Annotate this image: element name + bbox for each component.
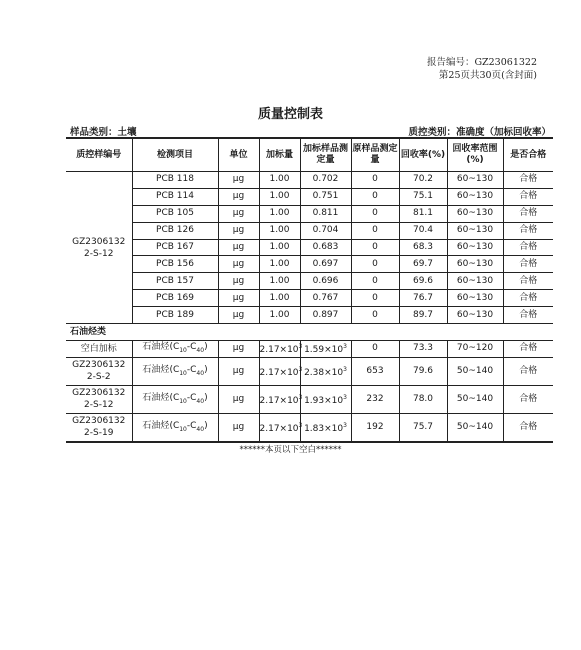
sample-id-line: GZ2306132 (72, 416, 126, 427)
sample-id-cell (66, 413, 132, 442)
blank-below-note: ******本页以下空白****** (239, 445, 342, 455)
table-row (66, 273, 553, 290)
table-body (66, 172, 553, 442)
carbon-low: 10 (179, 346, 187, 354)
original-result-cell: 0 (351, 205, 399, 222)
table-row (66, 222, 553, 239)
spike-amount-cell (259, 357, 303, 385)
spiked-exponent: 3 (343, 393, 347, 401)
qc-type: 质控类别：准确度（加标回收率） (408, 127, 551, 138)
spiked-mantissa: 1.83×10 (304, 423, 344, 434)
table-row (66, 385, 553, 413)
carbon-high: 40 (196, 369, 205, 377)
spike-amount-cell: 1.00 (259, 188, 300, 205)
spike-mantissa: 2.17×10 (259, 423, 299, 434)
spiked-exponent: 3 (343, 365, 347, 373)
spike-amount-cell (259, 413, 303, 442)
table-row (66, 205, 553, 222)
spike-amount-cell: 1.00 (259, 222, 300, 239)
original-result-cell: 0 (351, 256, 399, 273)
unit-cell: μg (218, 239, 259, 256)
spike-amount-cell: 1.00 (259, 172, 300, 189)
recovery-cell: 69.6 (399, 273, 447, 290)
original-result-cell: 0 (351, 290, 399, 307)
recovery-range-cell: 50~140 (447, 357, 503, 385)
pass-cell: 合格 (503, 273, 553, 290)
table-row (66, 239, 553, 256)
spiked-result-cell (300, 385, 351, 413)
original-result-cell: 0 (351, 172, 399, 189)
spike-amount-cell: 1.00 (259, 239, 300, 256)
sample-id-cell (66, 341, 132, 358)
unit-cell: μg (218, 341, 259, 358)
section-row (66, 324, 553, 341)
sample-id-line: 2-S-19 (84, 428, 114, 439)
table-row (66, 357, 553, 385)
unit-cell: μg (218, 385, 259, 413)
column-header: 原样品测定量 (351, 138, 399, 172)
column-header: 质控样编号 (66, 138, 132, 172)
report-header (427, 56, 537, 82)
unit-cell: μg (218, 273, 259, 290)
sample-id-cell (66, 172, 132, 324)
recovery-range-cell: 60~130 (447, 290, 503, 307)
sample-id-line: GZ2306132 (72, 360, 126, 371)
unit-cell: μg (218, 188, 259, 205)
carbon-low: 10 (179, 369, 187, 377)
column-header: 加标样品测定量 (300, 138, 351, 172)
original-result-cell: 0 (351, 239, 399, 256)
pass-cell: 合格 (503, 256, 553, 273)
recovery-cell: 73.3 (399, 341, 447, 358)
column-header: 检测项目 (132, 138, 218, 172)
spiked-result-cell: 0.897 (300, 307, 351, 324)
spike-exponent: 3 (298, 343, 303, 351)
sample-id-line: 空白加标 (80, 343, 117, 354)
recovery-range-cell: 60~130 (447, 239, 503, 256)
spiked-exponent: 3 (343, 421, 347, 429)
pass-cell: 合格 (503, 290, 553, 307)
original-result-cell: 0 (351, 273, 399, 290)
column-header: 加标量 (259, 138, 300, 172)
sample-id-cell (66, 357, 132, 385)
original-result-cell: 0 (351, 341, 399, 358)
spiked-mantissa: 1.59×10 (304, 345, 344, 356)
item-name: 石油烃 (142, 342, 170, 353)
sample-type: 样品类别：土壤 (70, 127, 137, 138)
table-row (66, 256, 553, 273)
column-header: 回收率(%) (399, 138, 447, 172)
unit-cell: μg (218, 256, 259, 273)
recovery-range-cell: 70~120 (447, 341, 503, 358)
spike-exponent: 3 (298, 393, 303, 401)
spike-mantissa: 2.17×10 (259, 395, 299, 406)
report-number: 报告编号：GZ23061322 (426, 57, 537, 68)
spike-amount-cell (259, 341, 303, 358)
recovery-range-cell: 50~140 (447, 385, 503, 413)
sample-id-line: GZ2306132 (72, 388, 126, 399)
unit-cell: μg (218, 205, 259, 222)
spiked-result-cell: 0.751 (300, 188, 351, 205)
recovery-cell: 76.7 (399, 290, 447, 307)
page-title: 质量控制表 (257, 107, 323, 122)
spiked-result-cell: 0.767 (300, 290, 351, 307)
spiked-mantissa: 1.93×10 (304, 395, 344, 406)
pass-cell: 合格 (503, 222, 553, 239)
spiked-result-cell (300, 413, 351, 442)
recovery-cell: 78.0 (399, 385, 447, 413)
recovery-cell: 89.7 (399, 307, 447, 324)
recovery-range-cell: 60~130 (447, 222, 503, 239)
recovery-range-cell: 60~130 (447, 273, 503, 290)
spike-amount-cell (259, 385, 303, 413)
original-result-cell: 0 (351, 307, 399, 324)
unit-cell: μg (218, 357, 259, 385)
original-result-cell: 232 (351, 385, 399, 413)
pass-cell: 合格 (503, 385, 553, 413)
test-item-cell: PCB 156 (132, 256, 218, 273)
item-name: 石油烃 (142, 364, 170, 375)
sample-id-line: GZ2306132 (72, 236, 126, 247)
spike-exponent: 3 (298, 421, 303, 429)
recovery-cell: 75.1 (399, 188, 447, 205)
pass-cell: 合格 (503, 188, 553, 205)
column-header: 回收率范围(%) (447, 138, 503, 172)
original-result-cell: 0 (351, 222, 399, 239)
recovery-range-cell: 60~130 (447, 205, 503, 222)
unit-cell: μg (218, 222, 259, 239)
item-name: 石油烃 (142, 392, 170, 403)
spiked-result-cell: 0.696 (300, 273, 351, 290)
spike-mantissa: 2.17×10 (259, 345, 299, 356)
column-header: 单位 (218, 138, 259, 172)
recovery-cell: 68.3 (399, 239, 447, 256)
pass-cell: 合格 (503, 341, 553, 358)
test-item-cell: 石油烃$(C_{10}-C_{40})$ (132, 385, 218, 413)
spike-exponent: 3 (298, 365, 303, 373)
recovery-range-cell: 60~130 (447, 188, 503, 205)
table-row (66, 307, 553, 324)
spiked-result-cell: 0.683 (300, 239, 351, 256)
unit-cell: μg (218, 307, 259, 324)
carbon-high: 40 (196, 346, 205, 354)
test-item-cell: PCB 167 (132, 239, 218, 256)
qc-table (66, 137, 553, 443)
spiked-result-cell: 0.704 (300, 222, 351, 239)
test-item-cell: PCB 118 (132, 172, 218, 189)
table-row (66, 413, 553, 442)
pass-cell: 合格 (503, 357, 553, 385)
spiked-result-cell: 0.811 (300, 205, 351, 222)
test-item-cell: PCB 189 (132, 307, 218, 324)
carbon-low: 10 (179, 425, 187, 433)
recovery-cell: 70.2 (399, 172, 447, 189)
spike-amount-cell: 1.00 (259, 273, 300, 290)
test-item-cell: 石油烃$(C_{10}-C_{40})$ (132, 341, 218, 358)
spiked-result-cell (300, 357, 351, 385)
original-result-cell: 192 (351, 413, 399, 442)
sample-id-cell (66, 385, 132, 413)
recovery-range-cell: 50~140 (447, 413, 503, 442)
original-result-cell: 0 (351, 188, 399, 205)
spiked-exponent: 3 (343, 343, 347, 351)
spiked-result-cell (300, 341, 351, 358)
unit-cell: μg (218, 172, 259, 189)
sample-id-line: 2-S-2 (86, 372, 111, 383)
recovery-cell: 81.1 (399, 205, 447, 222)
carbon-low: 10 (179, 397, 187, 405)
item-name: 石油烃 (142, 420, 170, 431)
recovery-range-cell: 60~130 (447, 256, 503, 273)
test-item-cell: PCB 126 (132, 222, 218, 239)
test-item-cell: PCB 169 (132, 290, 218, 307)
spiked-result-cell: 0.702 (300, 172, 351, 189)
section-label: 石油烃类 (66, 324, 553, 341)
spiked-mantissa: 2.38×10 (304, 367, 344, 378)
spike-amount-cell: 1.00 (259, 290, 300, 307)
column-header: 是否合格 (503, 138, 553, 172)
recovery-cell: 69.7 (399, 256, 447, 273)
pass-cell: 合格 (503, 239, 553, 256)
recovery-cell: 70.4 (399, 222, 447, 239)
recovery-range-cell: 60~130 (447, 172, 503, 189)
test-item-cell: 石油烃$(C_{10}-C_{40})$ (132, 357, 218, 385)
table-header-row (66, 138, 553, 172)
original-result-cell: 653 (351, 357, 399, 385)
table-row (66, 290, 553, 307)
test-item-cell: 石油烃$(C_{10}-C_{40})$ (132, 413, 218, 442)
unit-cell: μg (218, 413, 259, 442)
table-row (66, 188, 553, 205)
carbon-high: 40 (196, 397, 205, 405)
table-row (66, 172, 553, 189)
recovery-cell: 79.6 (399, 357, 447, 385)
recovery-cell: 75.7 (399, 413, 447, 442)
pass-cell: 合格 (503, 205, 553, 222)
sample-id-line: 2-S-12 (84, 400, 114, 411)
pass-cell: 合格 (503, 172, 553, 189)
spike-amount-cell: 1.00 (259, 205, 300, 222)
pass-cell: 合格 (503, 307, 553, 324)
carbon-high: 40 (196, 425, 205, 433)
recovery-range-cell: 60~130 (447, 307, 503, 324)
sample-id-line: 2-S-12 (84, 248, 114, 259)
spike-mantissa: 2.17×10 (259, 367, 299, 378)
page-info: 第25页共30页(含封面) (438, 70, 537, 81)
table-row (66, 341, 553, 358)
unit-cell: μg (218, 290, 259, 307)
test-item-cell: PCB 114 (132, 188, 218, 205)
spike-amount-cell: 1.00 (259, 307, 300, 324)
pass-cell: 合格 (503, 413, 553, 442)
spike-amount-cell: 1.00 (259, 256, 300, 273)
spiked-result-cell: 0.697 (300, 256, 351, 273)
test-item-cell: PCB 157 (132, 273, 218, 290)
test-item-cell: PCB 105 (132, 205, 218, 222)
